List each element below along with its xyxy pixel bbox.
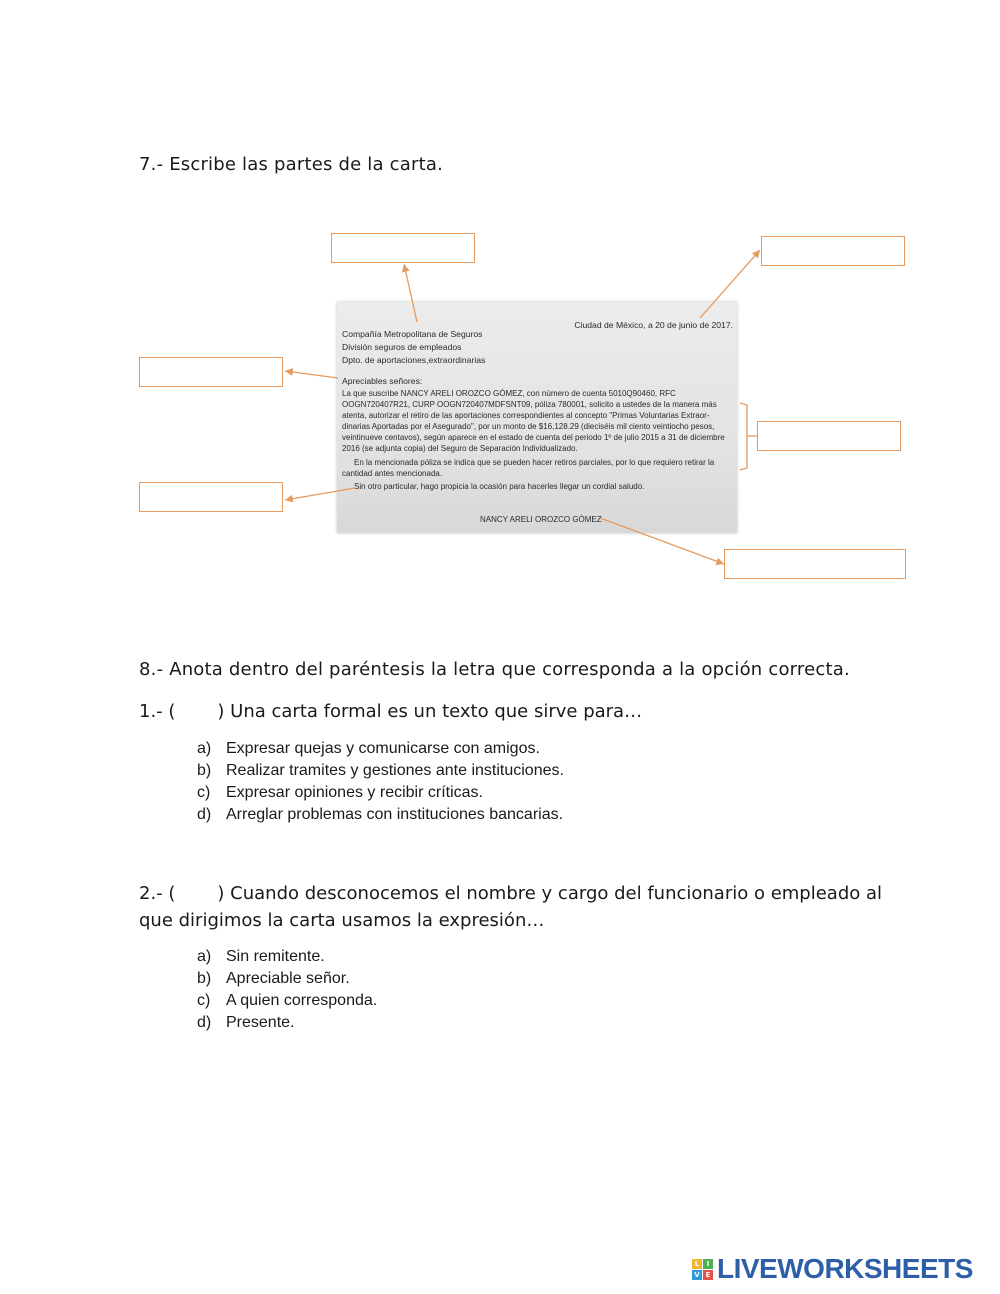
option-text: Apreciable señor. bbox=[226, 970, 350, 987]
option-text: Arreglar problemas con instituciones bancarias. bbox=[226, 806, 564, 823]
letter-body-line: atenta, autorizar el retiro de las aportaciones correspondientes al concepto "Primas Voluntarias Extraor- bbox=[342, 411, 710, 420]
logo-text: LIVEWORKSHEETS bbox=[717, 1253, 973, 1284]
logo-mark-icon: L I V E bbox=[692, 1259, 713, 1280]
letter-greeting: Apreciables señores: bbox=[342, 376, 423, 386]
option-letter: a) bbox=[197, 948, 212, 965]
question-2 bbox=[139, 883, 882, 904]
question-text: Cuando desconocemos el nombre y cargo del funcionario o empleado al bbox=[224, 883, 883, 904]
option-text: Expresar quejas y comunicarse con amigos. bbox=[226, 740, 540, 757]
letter-recipient-line: División seguros de empleados bbox=[342, 342, 462, 352]
letter-recipient-line: Dpto. de aportaciones,extraordinarias bbox=[342, 355, 486, 365]
option-letter: a) bbox=[197, 740, 212, 757]
arrow-to-place-date-box bbox=[404, 264, 417, 322]
letter-body-line: 2016 (se adjunta copia) del Seguro de Separación Individualizado. bbox=[342, 444, 578, 453]
option-item bbox=[197, 992, 377, 1010]
arrow-to-closing-box bbox=[285, 488, 355, 500]
answer-box-place-date[interactable] bbox=[761, 236, 905, 266]
letter-place-date: Ciudad de México, a 20 de junio de 2017. bbox=[574, 320, 733, 330]
question-text: Una carta formal es un texto que sirve para… bbox=[224, 701, 643, 722]
letter-signature: NANCY ARELI OROZCO GÓMEZ bbox=[480, 515, 602, 524]
answer-box-body[interactable] bbox=[757, 421, 901, 451]
option-letter: d) bbox=[197, 1014, 212, 1031]
option-text: Presente. bbox=[226, 1014, 295, 1031]
question-number: 2.- ( bbox=[139, 883, 176, 904]
arrow-to-signature-box bbox=[600, 518, 724, 564]
answer-box-recipient[interactable] bbox=[139, 357, 283, 387]
option-text: Expresar opiniones y recibir críticas. bbox=[226, 784, 483, 801]
section-8-title: 8.- Anota dentro del paréntesis la letra que corresponda a la opción correcta. bbox=[139, 659, 850, 680]
letter-body-line: cantidad antes mencionada. bbox=[342, 469, 443, 478]
option-text: Sin remitente. bbox=[226, 948, 325, 965]
letter-recipient-line: Compañía Metropolitana de Seguros bbox=[342, 329, 483, 339]
option-item bbox=[197, 784, 483, 802]
body-bracket bbox=[740, 403, 747, 470]
question-paren-close: ) bbox=[217, 883, 225, 904]
answer-box-closing[interactable] bbox=[139, 482, 283, 512]
option-item bbox=[197, 1014, 294, 1032]
answer-box-header[interactable] bbox=[331, 233, 475, 263]
arrow-to-top-right-box bbox=[700, 250, 760, 318]
letter-body-line: OOGN720407R21, CURP OOGN720407MDFSNT09, póliza 780001, solicito a ustedes de la manera más bbox=[342, 400, 717, 409]
option-text: Realizar tramites y gestiones ante instituciones. bbox=[226, 762, 564, 779]
arrow-to-recipient-box bbox=[285, 371, 338, 378]
letter-body-line: dinarias Aportadas por el Asegurado", por un monto de $16,128.29 (dieciséis mil ciento veintiocho pesos, bbox=[342, 422, 715, 431]
option-letter: b) bbox=[197, 762, 212, 779]
option-text: A quien corresponda. bbox=[226, 992, 378, 1009]
option-letter: c) bbox=[197, 784, 211, 801]
question-paren-close: ) bbox=[217, 701, 225, 722]
letter-body-line: La que suscribe NANCY ARELI OROZCO GÓMEZ, con número de cuenta 5010Q90460, RFC bbox=[342, 389, 676, 398]
letter-body-line: veintinueve centavos), según aparece en el estado de cuenta del periodo 1º de julio 2015 a 31 de diciembre bbox=[342, 433, 725, 442]
letter-closing: Sin otro particular, hago propicia la ocasión para hacerles llegar un cordial saludo. bbox=[354, 482, 645, 491]
option-letter: b) bbox=[197, 970, 212, 987]
option-item bbox=[197, 740, 540, 758]
option-letter: c) bbox=[197, 992, 211, 1009]
question-1 bbox=[139, 701, 642, 722]
option-item bbox=[197, 970, 350, 988]
liveworksheets-logo bbox=[692, 1255, 973, 1283]
section-7-title: 7.- Escribe las partes de la carta. bbox=[139, 154, 443, 175]
letter-body-line: En la mencionada póliza se indica que se pueden hacer retiros parciales, por lo que requiero retirar la bbox=[354, 458, 715, 467]
option-item bbox=[197, 806, 563, 824]
question-number: 1.- ( bbox=[139, 701, 176, 722]
option-item bbox=[197, 762, 564, 780]
option-letter: d) bbox=[197, 806, 212, 823]
option-item bbox=[197, 948, 325, 966]
answer-box-signature[interactable] bbox=[724, 549, 906, 579]
question-2-continued: que dirigimos la carta usamos la expresión… bbox=[139, 910, 545, 931]
